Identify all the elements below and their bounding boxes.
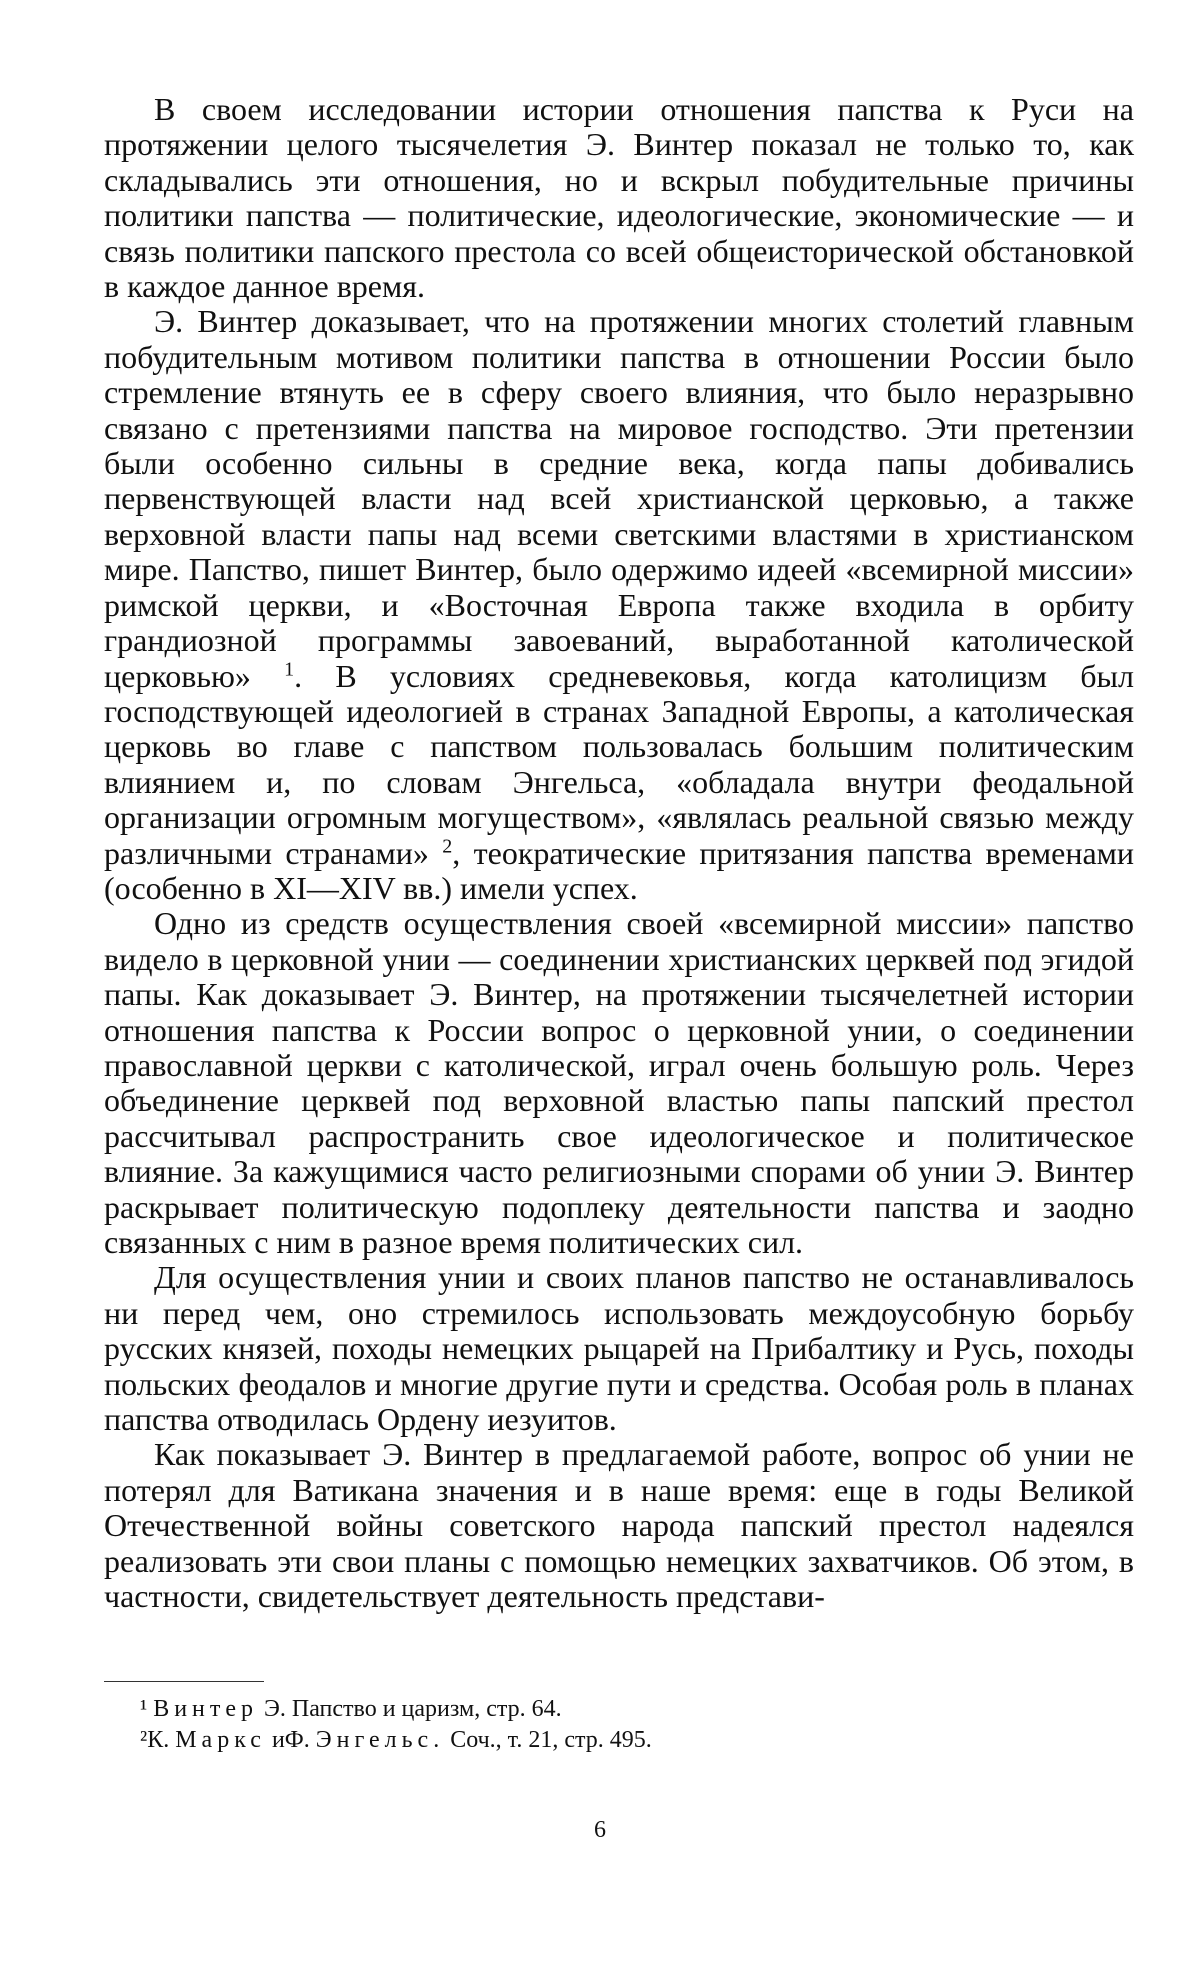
- paragraph: Одно из средств осуществления своей «всемирной миссии» папство видело в церковной унии — соединении христианских церквей под эгидой папы. Как доказывает Э. Винтер, на протяжении тысячелетней истории отношения папства к России вопрос о церковной унии, о соединении православной церкви с католической, играл очень большую роль. Через объединение церквей под верховной властью папы папский престол рассчитывал распространить свое идеологическое и политическое влияние. За кажущимися часто религиозными спорами об унии Э. Винтер раскрывает политическую подоплеку деятельности папства и заодно связанных с ним в разное время политических сил.: [104, 905, 1134, 1260]
- paragraph: В своем исследовании истории отношения папства к Руси на протяжении целого тысячелетия Э. Винтер показал не только то, как складывались эти отношения, но и вскрыл побудительные причины политики папства — политические, идеологические, экономические — и связь политики папского престола со всей общеисторической обстановкой в каждое данное время.: [104, 91, 1134, 305]
- footnote-reference[interactable]: 1: [284, 657, 295, 680]
- main-text: [104, 92, 1134, 1614]
- footnote-mark: ²: [140, 1727, 148, 1753]
- footnote-author: Энгельс.: [315, 1727, 445, 1753]
- footnotes: [140, 1694, 1140, 1756]
- paragraph-text: . В условиях средневековья, когда католицизм был господствующей идеологией в странах Западной Европы, а католическая церковь во главе с папством пользовалась большим политическим влиянием и, по словам Энгельса, «обладала внутри феодальной организации огромным могуществом», «являлась реальной связью между различными странами»: [104, 657, 1135, 871]
- paragraph-text: Э. Винтер доказывает, что на протяжении многих столетий главным побудительным мотивом политики папства в отношении России было стремление втянуть ее в сферу своего влияния, что было неразрывно связано с претензиями папства на мировое господство. Эти претензии были особенно сильны в средние века, когда папы добивались первенствующей власти над всей христианской церковью, а также верховной власти папы над всеми светскими властями в христианском мире. Папство, пишет Винтер, было одержимо идеей «всемирной миссии» римской церкви, и «Восточная Европа также входила в орбиту грандиозной программы завоеваний, выработанной католической церковью»: [104, 303, 1134, 694]
- footnote-reference[interactable]: 2: [442, 834, 453, 857]
- footnote: [140, 1725, 1140, 1756]
- paragraph: [104, 304, 1134, 906]
- footnote-text: Соч., т. 21, стр. 495.: [444, 1727, 652, 1753]
- paragraph: Для осуществления унии и своих планов папство не останавливалось ни перед чем, оно стремилось использовать междоусобную борьбу русских князей, походы немецких рыцарей на Прибалтику и Русь, походы польских феодалов и многие другие пути и средства. Особая роль в планах папства отводилась Ордену иезуитов.: [104, 1259, 1134, 1438]
- footnote-mark: ¹: [140, 1696, 148, 1722]
- footnote-divider: [104, 1681, 264, 1682]
- paragraph-text: , теократические притязания папства временами (особенно в XI—XIV вв.) имели успех.: [104, 834, 1135, 906]
- footnote: [140, 1694, 1140, 1725]
- page-number: 6: [594, 1817, 606, 1843]
- paragraph: Как показывает Э. Винтер в предлагаемой работе, вопрос об унии не потерял для Ватикана значения и в наше время: еще в годы Великой Отечественной войны советского народа папский престол надеялся реализовать эти свои планы с помощью немецких захватчиков. Об этом, в частности, свидетельствует деятельность представи-: [104, 1436, 1134, 1615]
- footnote-author: Маркс: [175, 1727, 266, 1753]
- footnote-conjunction: и: [265, 1727, 285, 1753]
- footnote-author-initial: Ф.: [284, 1727, 310, 1753]
- footnote-text: Э. Папство и царизм, стр. 64.: [258, 1696, 562, 1722]
- footnote-author-initial: К.: [147, 1727, 170, 1753]
- footnote-author: Винтер: [153, 1696, 259, 1722]
